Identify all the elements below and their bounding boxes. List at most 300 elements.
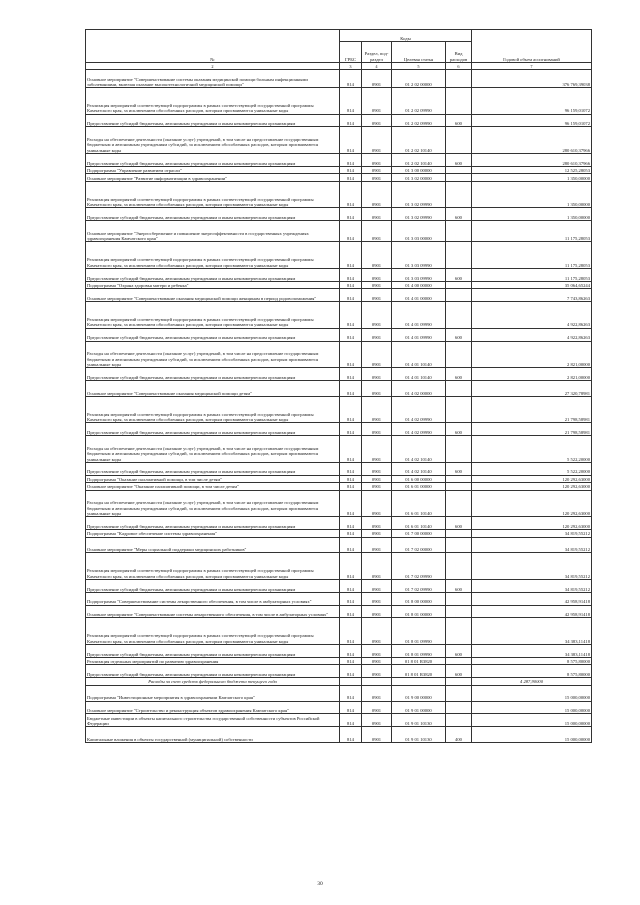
- row-sum: 96 159,01072: [472, 88, 592, 115]
- row-cs: 01 9 01 10130: [392, 727, 446, 743]
- row-name: Реализация мероприятий соответствующей подпрограммы в рамках соответствующей государственной программы Камчатского края, за исключением обособленных расходов, которым присваиваются уникальные коды: [86, 242, 340, 269]
- row-vr: [446, 657, 472, 665]
- row-sum: 120 292,63000: [472, 490, 592, 517]
- row-vr: [446, 618, 472, 645]
- row-sum: 35 064,65244: [472, 281, 592, 289]
- row-name: Основное мероприятие "Совершенствование оказания медицинской помощи женщинам в период родовспоможения": [86, 289, 340, 302]
- table-row: [86, 618, 592, 645]
- row-sum: 1 350,00000: [472, 181, 592, 208]
- row-razdel: 0901: [362, 714, 392, 727]
- row-sum: 15 000,00000: [472, 727, 592, 743]
- table-row: [86, 221, 592, 242]
- row-grbs: 814: [340, 114, 362, 127]
- row-name: Реализация мероприятий соответствующей подпрограммы в рамках соответствующей государственной программы Камчатского края, за исключением обособленных расходов, которым присваиваются уникальные коды: [86, 181, 340, 208]
- row-razdel: 0901: [362, 88, 392, 115]
- row-vr: [446, 553, 472, 580]
- row-vr: [446, 685, 472, 701]
- row-cs: 01 8 01 00000: [392, 605, 446, 618]
- row-sum: 15 000,00000: [472, 701, 592, 714]
- row-cs: 01 3 00 00000: [392, 166, 446, 174]
- row-grbs: [340, 678, 362, 686]
- row-grbs: 814: [340, 701, 362, 714]
- row-grbs: 814: [340, 341, 362, 368]
- header-vr: Вид расходов: [446, 42, 472, 63]
- row-razdel: 0901: [362, 530, 392, 538]
- row-grbs: 814: [340, 537, 362, 553]
- row-sum: 21 798,58981: [472, 423, 592, 436]
- table-row: [86, 483, 592, 491]
- header-cs: Целевая статья: [392, 42, 446, 63]
- row-razdel: 0901: [362, 127, 392, 154]
- row-grbs: 814: [340, 423, 362, 436]
- row-grbs: 814: [340, 70, 362, 88]
- row-name: Реализация мероприятий соответствующей подпрограммы в рамках соответствующей государственной программы Камчатского края, за исключением обособленных расходов, которым присваиваются уникальные коды: [86, 553, 340, 580]
- header-grbs: ГРБС: [340, 42, 362, 63]
- row-vr: [446, 289, 472, 302]
- row-razdel: 0901: [362, 553, 392, 580]
- row-vr: [446, 483, 472, 491]
- row-name: Реализация мероприятий соответствующей подпрограммы в рамках соответствующей государственной программы Камчатского края, за исключением обособленных расходов, которым присваиваются уникальные коды: [86, 88, 340, 115]
- row-razdel: 0901: [362, 462, 392, 475]
- row-sum: 34 819,55212: [472, 580, 592, 593]
- table-row: [86, 665, 592, 678]
- row-grbs: 814: [340, 127, 362, 154]
- row-name: Реализация мероприятий соответствующей подпрограммы в рамках соответствующей государственной программы Камчатского края, за исключением обособленных расходов, которым присваиваются уникальные коды: [86, 396, 340, 423]
- row-sum: 11 175,28053: [472, 242, 592, 269]
- row-razdel: 0901: [362, 154, 392, 167]
- table-row: [86, 166, 592, 174]
- table-row: [86, 154, 592, 167]
- row-razdel: 0901: [362, 517, 392, 530]
- table-row: [86, 88, 592, 115]
- row-razdel: 0901: [362, 166, 392, 174]
- row-vr: [446, 605, 472, 618]
- row-sum: 42 958,91418: [472, 605, 592, 618]
- row-name: Расходы на обеспечение деятельности (оказание услуг) учреждений, в том числе на предоставление государственным бюджетным и автономным учреждениям субсидий, за исключением обособленных расходов, которым присваиваются уникальные коды: [86, 436, 340, 463]
- row-razdel: 0901: [362, 580, 392, 593]
- row-vr: [446, 127, 472, 154]
- table-row: [86, 657, 592, 665]
- row-cs: 01 2 02 10140: [392, 154, 446, 167]
- row-name: Подпрограмма "Управление развитием отрасли": [86, 166, 340, 174]
- row-cs: 01 3 02 09990: [392, 181, 446, 208]
- row-vr: [446, 380, 472, 396]
- row-vr: 600: [446, 517, 472, 530]
- row-razdel: 0901: [362, 645, 392, 658]
- colnum: 3: [340, 63, 362, 70]
- table-row: [86, 475, 592, 483]
- row-cs: 01 2 02 09990: [392, 114, 446, 127]
- row-sum: 34 819,55212: [472, 530, 592, 538]
- row-grbs: 814: [340, 88, 362, 115]
- row-cs: 01 8 01 09990: [392, 618, 446, 645]
- row-cs: 01 7 00 00000: [392, 530, 446, 538]
- header-row-top: [86, 30, 592, 42]
- row-name: Основное мероприятие "Совершенствование системы оказания медицинской помощи больным инфекционными заболеваниями, включая оказание высокотехнологичной медицинской помощи": [86, 70, 340, 88]
- row-cs: 01 6 01 00000: [392, 483, 446, 491]
- row-sum: 34 819,55212: [472, 537, 592, 553]
- budget-table: [85, 29, 592, 743]
- table-row: [86, 127, 592, 154]
- row-vr: 600: [446, 269, 472, 282]
- table-row: [86, 114, 592, 127]
- row-razdel: 0901: [362, 605, 392, 618]
- row-name: Основное мероприятие "Развитие информатизации в здравоохранении": [86, 174, 340, 182]
- row-sum: 42 958,91418: [472, 592, 592, 605]
- header-total: Годовой объем ассигнований: [472, 30, 592, 63]
- table-row: [86, 530, 592, 538]
- row-sum: 15 000,00000: [472, 685, 592, 701]
- row-cs: 01 8 01 09990: [392, 645, 446, 658]
- table-row: [86, 580, 592, 593]
- row-grbs: 814: [340, 281, 362, 289]
- row-name: Основное мероприятие "Совершенствование системы лекарственного обеспечения, в том числе в амбулаторных условиях": [86, 605, 340, 618]
- row-grbs: 814: [340, 580, 362, 593]
- row-vr: 600: [446, 665, 472, 678]
- row-cs: 01 7 02 09990: [392, 580, 446, 593]
- row-vr: 600: [446, 208, 472, 221]
- row-cs: 01 4 01 09990: [392, 302, 446, 329]
- table-row: [86, 436, 592, 463]
- row-cs: 01 9 00 00000: [392, 685, 446, 701]
- table-row: [86, 70, 592, 88]
- row-razdel: 0901: [362, 242, 392, 269]
- header-razdel: Раздел, под-раздел: [362, 42, 392, 63]
- row-grbs: 814: [340, 657, 362, 665]
- row-vr: [446, 436, 472, 463]
- row-vr: 600: [446, 462, 472, 475]
- table-row: [86, 341, 592, 368]
- row-name: Расходы за счет средств федерального бюджета текущего года: [86, 678, 340, 686]
- row-razdel: 0901: [362, 269, 392, 282]
- row-sum: 7 743,86263: [472, 289, 592, 302]
- colnum: 4: [362, 63, 392, 70]
- row-vr: [446, 181, 472, 208]
- row-cs: 01 4 01 09990: [392, 328, 446, 341]
- row-grbs: 814: [340, 490, 362, 517]
- row-vr: 600: [446, 328, 472, 341]
- row-cs: 01 4 02 09990: [392, 396, 446, 423]
- row-name: Предоставление субсидий бюджетным, автономным учреждениям и иным некоммерческим организациям: [86, 114, 340, 127]
- table-row: [86, 423, 592, 436]
- row-grbs: 814: [340, 714, 362, 727]
- row-cs: 01 4 02 09990: [392, 423, 446, 436]
- row-cs: 01 4 02 10140: [392, 436, 446, 463]
- row-razdel: 0901: [362, 423, 392, 436]
- table-row: [86, 592, 592, 605]
- table-row: [86, 302, 592, 329]
- table-row: [86, 645, 592, 658]
- row-cs: 01 2 02 10140: [392, 127, 446, 154]
- row-cs: 01 3 03 09990: [392, 269, 446, 282]
- row-sum: 2 821,00000: [472, 368, 592, 381]
- row-sum: 376 769,39038: [472, 70, 592, 88]
- row-cs: 01 4 02 10140: [392, 462, 446, 475]
- row-vr: 600: [446, 645, 472, 658]
- row-vr: [446, 242, 472, 269]
- colnum: 5: [392, 63, 446, 70]
- row-sum: 1 350,00000: [472, 174, 592, 182]
- row-grbs: 814: [340, 328, 362, 341]
- table-row: [86, 678, 592, 686]
- row-cs: 01 4 01 10140: [392, 368, 446, 381]
- row-sum: 34 383,11418: [472, 618, 592, 645]
- row-sum: 96 159,01072: [472, 114, 592, 127]
- row-sum: 5 522,20000: [472, 462, 592, 475]
- row-sum: 5 522,20000: [472, 436, 592, 463]
- row-vr: [446, 166, 472, 174]
- row-razdel: 0901: [362, 341, 392, 368]
- row-grbs: 814: [340, 618, 362, 645]
- budget-page: [85, 29, 591, 743]
- row-cs: 01 6 00 00000: [392, 475, 446, 483]
- row-vr: 600: [446, 154, 472, 167]
- row-cs: 01 3 02 09990: [392, 208, 446, 221]
- row-razdel: 0901: [362, 208, 392, 221]
- row-sum: 34 819,55212: [472, 553, 592, 580]
- row-grbs: 814: [340, 483, 362, 491]
- row-grbs: 814: [340, 645, 362, 658]
- row-grbs: 814: [340, 302, 362, 329]
- row-cs: 01 3 02 00000: [392, 174, 446, 182]
- table-row: [86, 368, 592, 381]
- table-row: [86, 727, 592, 743]
- row-name: Подпрограмма "Охрана здоровья матери и ребенка": [86, 281, 340, 289]
- row-sum: 120 292,63000: [472, 483, 592, 491]
- row-grbs: 814: [340, 368, 362, 381]
- row-grbs: 814: [340, 727, 362, 743]
- row-grbs: 814: [340, 462, 362, 475]
- row-razdel: 0901: [362, 665, 392, 678]
- row-vr: [446, 537, 472, 553]
- row-vr: 600: [446, 114, 472, 127]
- row-vr: [446, 475, 472, 483]
- row-cs: 01 2 02 09990: [392, 88, 446, 115]
- row-razdel: 0901: [362, 281, 392, 289]
- row-cs: 01 8 00 00000: [392, 592, 446, 605]
- row-vr: [446, 490, 472, 517]
- row-grbs: 814: [340, 166, 362, 174]
- row-vr: [446, 678, 472, 686]
- table-row: [86, 181, 592, 208]
- row-name: Предоставление субсидий бюджетным, автономным учреждениям и иным некоммерческим организациям: [86, 580, 340, 593]
- row-name: Расходы на обеспечение деятельности (оказание услуг) учреждений, в том числе на предоставление государственным бюджетным и автономным учреждениям субсидий, за исключением обособленных расходов, которым присваиваются уникальные коды: [86, 341, 340, 368]
- row-grbs: 814: [340, 380, 362, 396]
- row-razdel: 0901: [362, 618, 392, 645]
- row-razdel: 0901: [362, 657, 392, 665]
- row-grbs: 814: [340, 685, 362, 701]
- row-sum: 8 575,80000: [472, 665, 592, 678]
- row-sum: 120 292,63000: [472, 475, 592, 483]
- row-name: Подпрограмма "Кадровое обеспечение системы здравоохранения": [86, 530, 340, 538]
- row-sum: 4 287,90000: [472, 678, 592, 686]
- row-grbs: 814: [340, 221, 362, 242]
- row-vr: [446, 281, 472, 289]
- row-name: Предоставление субсидий бюджетным, автономным учреждениям и иным некоммерческим организациям: [86, 665, 340, 678]
- row-cs: 01 6 01 10140: [392, 517, 446, 530]
- row-sum: 280 610,37966: [472, 127, 592, 154]
- row-vr: [446, 592, 472, 605]
- row-sum: 8 575,80000: [472, 657, 592, 665]
- row-razdel: 0901: [362, 396, 392, 423]
- table-row: [86, 685, 592, 701]
- row-sum: 2 821,00000: [472, 341, 592, 368]
- row-cs: 01 7 02 00000: [392, 537, 446, 553]
- row-grbs: 814: [340, 517, 362, 530]
- row-name: Реализация мероприятий соответствующей подпрограммы в рамках соответствующей государственной программы Камчатского края, за исключением обособленных расходов, которым присваиваются уникальные коды: [86, 302, 340, 329]
- table-body: [86, 70, 592, 743]
- row-razdel: 0901: [362, 483, 392, 491]
- row-cs: 01 9 01 00000: [392, 701, 446, 714]
- row-name: Предоставление субсидий бюджетным, автономным учреждениям и иным некоммерческим организациям: [86, 269, 340, 282]
- row-name: Основное мероприятие "Энергосбережение и повышение энергоэффективности в государственных учреждениях здравоохранения Камчатского края": [86, 221, 340, 242]
- row-sum: 27 320,78981: [472, 380, 592, 396]
- row-cs: 01 8 01 R3820: [392, 665, 446, 678]
- row-razdel: 0901: [362, 221, 392, 242]
- row-name: Предоставление субсидий бюджетным, автономным учреждениям и иным некоммерческим организациям: [86, 368, 340, 381]
- row-vr: 600: [446, 580, 472, 593]
- row-razdel: 0901: [362, 380, 392, 396]
- row-name: Предоставление субсидий бюджетным, автономным учреждениям и иным некоммерческим организациям: [86, 645, 340, 658]
- row-name: Расходы на обеспечение деятельности (оказание услуг) учреждений, в том числе на предоставление государственным бюджетным и автономным учреждениям субсидий, за исключением обособленных расходов, которым присваиваются уникальные коды: [86, 490, 340, 517]
- row-vr: [446, 221, 472, 242]
- row-razdel: 0901: [362, 592, 392, 605]
- row-name: Основное мероприятие "Строительство и реконструкция объектов здравоохранения Камчатского края": [86, 701, 340, 714]
- row-razdel: 0901: [362, 70, 392, 88]
- table-row: [86, 242, 592, 269]
- row-cs: 01 2 02 00000: [392, 70, 446, 88]
- row-grbs: 814: [340, 436, 362, 463]
- row-name: Предоставление субсидий бюджетным, автономным учреждениям и иным некоммерческим организациям: [86, 517, 340, 530]
- table-row: [86, 701, 592, 714]
- row-grbs: 814: [340, 592, 362, 605]
- row-name: Основное мероприятие "Совершенствование оказания медицинской помощи детям": [86, 380, 340, 396]
- header-codes: Коды: [340, 30, 472, 42]
- row-grbs: 814: [340, 269, 362, 282]
- colnum: 6: [446, 63, 472, 70]
- table-row: [86, 380, 592, 396]
- row-razdel: 0901: [362, 174, 392, 182]
- row-name: Подпрограмма "Инвестиционные мероприятия в здравоохранении Камчатского края": [86, 685, 340, 701]
- table-row: [86, 517, 592, 530]
- row-razdel: 0901: [362, 368, 392, 381]
- row-razdel: 0901: [362, 114, 392, 127]
- row-vr: [446, 341, 472, 368]
- row-razdel: 0901: [362, 475, 392, 483]
- table-row: [86, 537, 592, 553]
- row-sum: 34 383,11418: [472, 645, 592, 658]
- row-grbs: 814: [340, 181, 362, 208]
- row-grbs: 814: [340, 289, 362, 302]
- row-name: Капитальные вложения в объекты государственной (муниципальной) собственности: [86, 727, 340, 743]
- row-cs: 01 6 01 10140: [392, 490, 446, 517]
- page-number: 30: [317, 881, 323, 887]
- row-vr: [446, 302, 472, 329]
- column-numbers-row: [86, 63, 592, 70]
- row-cs: 01 4 02 00000: [392, 380, 446, 396]
- row-grbs: 814: [340, 396, 362, 423]
- table-row: [86, 328, 592, 341]
- row-cs: 01 8 01 R3820: [392, 657, 446, 665]
- row-vr: [446, 701, 472, 714]
- row-vr: [446, 714, 472, 727]
- row-cs: 01 3 03 00000: [392, 221, 446, 242]
- row-cs: [392, 678, 446, 686]
- table-row: [86, 714, 592, 727]
- row-razdel: 0901: [362, 289, 392, 302]
- row-sum: 12 525,28053: [472, 166, 592, 174]
- row-vr: [446, 70, 472, 88]
- row-vr: 600: [446, 423, 472, 436]
- row-name: Основное мероприятие "Меры социальной поддержки медицинских работников": [86, 537, 340, 553]
- row-vr: [446, 88, 472, 115]
- row-razdel: 0901: [362, 685, 392, 701]
- row-cs: 01 3 03 09990: [392, 242, 446, 269]
- row-razdel: [362, 678, 392, 686]
- row-grbs: 814: [340, 530, 362, 538]
- table-row: [86, 396, 592, 423]
- row-name: Предоставление субсидий бюджетным, автономным учреждениям и иным некоммерческим организациям: [86, 208, 340, 221]
- row-sum: 4 922,86263: [472, 302, 592, 329]
- row-name: Расходы на обеспечение деятельности (оказание услуг) учреждений, в том числе на предоставление государственным бюджетным и автономным учреждениям субсидий, за исключением обособленных расходов, которым присваиваются уникальные коды: [86, 127, 340, 154]
- row-sum: 11 175,28053: [472, 221, 592, 242]
- row-vr: [446, 174, 472, 182]
- row-grbs: 814: [340, 174, 362, 182]
- header-num: №: [86, 30, 340, 63]
- table-row: [86, 605, 592, 618]
- row-sum: 11 175,28053: [472, 269, 592, 282]
- row-name: Предоставление субсидий бюджетным, автономным учреждениям и иным некоммерческим организациям: [86, 423, 340, 436]
- row-vr: 400: [446, 727, 472, 743]
- row-razdel: 0901: [362, 436, 392, 463]
- row-sum: 15 000,00000: [472, 714, 592, 727]
- row-cs: 01 9 01 10130: [392, 714, 446, 727]
- table-row: [86, 490, 592, 517]
- row-sum: 4 922,86263: [472, 328, 592, 341]
- table-row: [86, 553, 592, 580]
- row-razdel: 0901: [362, 727, 392, 743]
- row-name: Предоставление субсидий бюджетным, автономным учреждениям и иным некоммерческим организациям: [86, 462, 340, 475]
- row-razdel: 0901: [362, 490, 392, 517]
- row-vr: 600: [446, 368, 472, 381]
- row-name: Бюджетные инвестиции в объекты капитального строительства государственной собственности субъектов Российской Федерации: [86, 714, 340, 727]
- table-row: [86, 208, 592, 221]
- row-sum: 280 610,37966: [472, 154, 592, 167]
- row-name: Основное мероприятие "Оказание паллиативной помощи, в том числе детям": [86, 483, 340, 491]
- row-grbs: 814: [340, 605, 362, 618]
- row-grbs: 814: [340, 553, 362, 580]
- colnum: 7: [472, 63, 592, 70]
- row-grbs: 814: [340, 665, 362, 678]
- colnum: 2: [86, 63, 340, 70]
- row-cs: 01 4 00 00000: [392, 281, 446, 289]
- row-grbs: 814: [340, 208, 362, 221]
- row-sum: 21 798,58981: [472, 396, 592, 423]
- row-razdel: 0901: [362, 328, 392, 341]
- row-name: Подпрограмма "Оказание паллиативной помощи, в том числе детям": [86, 475, 340, 483]
- row-razdel: 0901: [362, 701, 392, 714]
- row-vr: [446, 396, 472, 423]
- row-name: Подпрограмма "Совершенствование системы лекарственного обеспечения, в том числе в амбулаторных условиях": [86, 592, 340, 605]
- row-grbs: 814: [340, 154, 362, 167]
- row-vr: [446, 530, 472, 538]
- row-razdel: 0901: [362, 302, 392, 329]
- row-cs: 01 7 02 09990: [392, 553, 446, 580]
- table-row: [86, 269, 592, 282]
- row-grbs: 814: [340, 475, 362, 483]
- row-cs: 01 4 01 10140: [392, 341, 446, 368]
- row-razdel: 0901: [362, 181, 392, 208]
